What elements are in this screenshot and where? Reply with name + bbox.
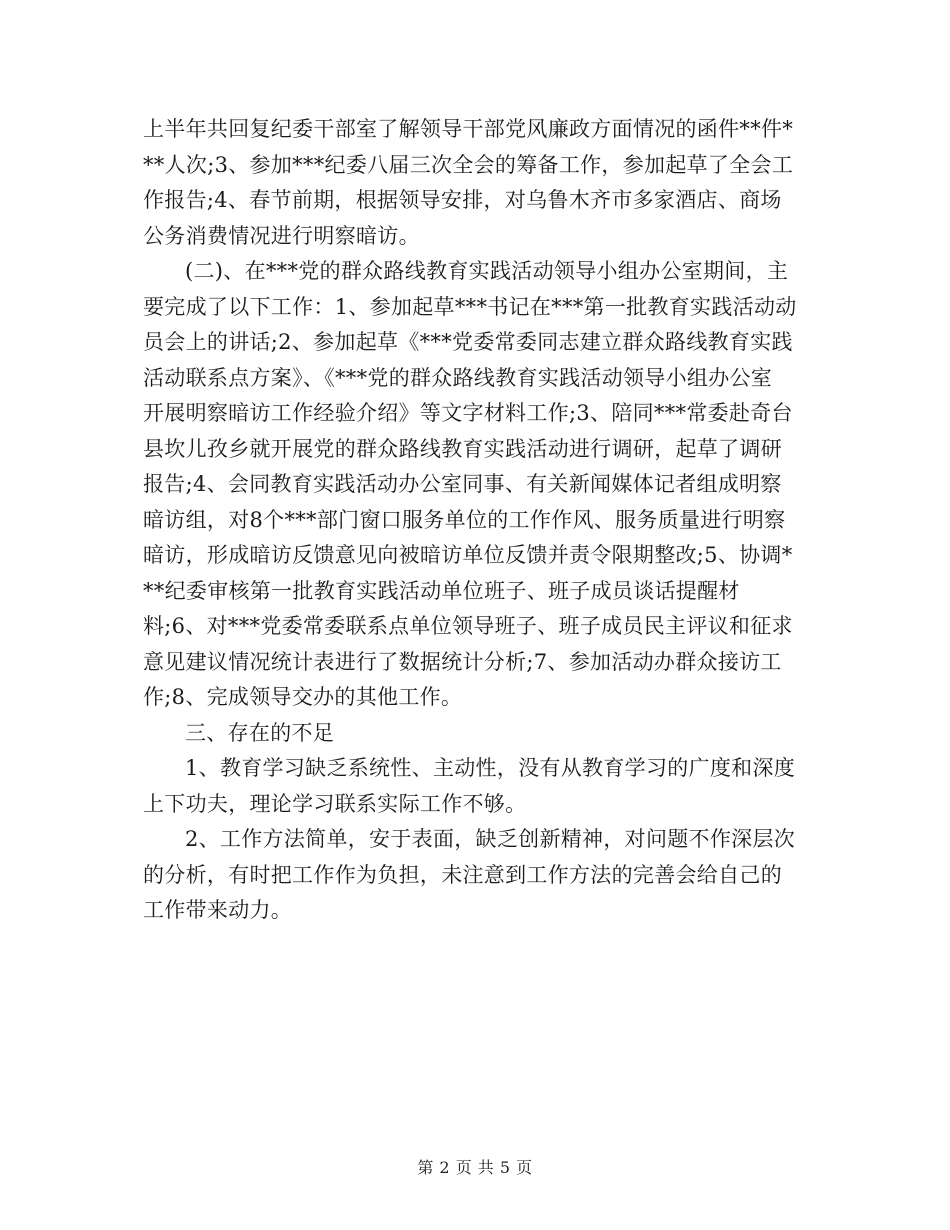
text-line: 2、工作方法简单，安于表面，缺乏创新精神，对问题不作深层次 [185,827,796,851]
text-line: 暗访，形成暗访反馈意见向被暗访单位反馈并责令限期整改;5、协调* [143,543,793,567]
text-line: **人次;3、参加***纪委八届三次全会的筹备工作，参加起草了全会工 [143,152,794,177]
text-line: 的分析，有时把工作作为负担，未注意到工作方法的完善会给自己的 [143,862,782,887]
text-line: 县坎儿孜乡就开展党的群众路线教育实践活动进行调研，起草了调研 [143,436,782,461]
text-line: 作报告;4、春节前期，根据领导安排，对乌鲁木齐市多家酒店、商场 [143,188,782,212]
text-line: 上半年共回复纪委干部室了解领导干部党风廉政方面情况的函件**件* [143,117,794,141]
text-line: 工作带来动力。 [143,898,293,922]
text-line: 要完成了以下工作：1、参加起草***书记在***第一批教育实践活动动 [143,294,797,319]
text-line: (二)、在***党的群众路线教育实践活动领导小组办公室期间，主 [185,259,789,283]
text-line: 作;8、完成领导交办的其他工作。 [143,685,463,709]
text-line: **纪委审核第一批教育实践活动单位班子、班子成员谈话提醒材 [143,578,740,603]
text-line: 报告;4、会同教育实践活动办公室同事、有关新闻媒体记者组成明察 [143,472,782,496]
text-line: 1、教育学习缺乏系统性、主动性，没有从教育学习的广度和深度 [185,756,796,780]
text-line: 公务消费情况进行明察暗访。 [143,223,420,248]
text-line: 活动联系点方案》、《***党的群众路线教育实践活动领导小组办公室 [143,365,773,390]
text-line: 暗访组，对8个***部门窗口服务单位的工作作风、服务质量进行明察 [143,507,786,532]
text-line: 料;6、对***党委常委联系点单位领导班子、班子成员民主评议和征求 [143,614,793,638]
text-line: 开展明察暗访工作经验介绍》等文字材料工作;3、陪同***常委赴奇台 [143,401,793,425]
text-line: 意见建议情况统计表进行了数据统计分析;7、参加活动办群众接访工 [143,649,782,674]
page-number-footer: 第 2 页 共 5 页 [417,1158,533,1177]
text-line: 员会上的讲话;2、参加起草《***党委常委同志建立群众路线教育实践 [143,330,793,354]
document-body [143,112,809,929]
text-line: 三、存在的不足 [185,720,335,745]
text-line: 上下功夫，理论学习联系实际工作不够。 [143,791,527,816]
